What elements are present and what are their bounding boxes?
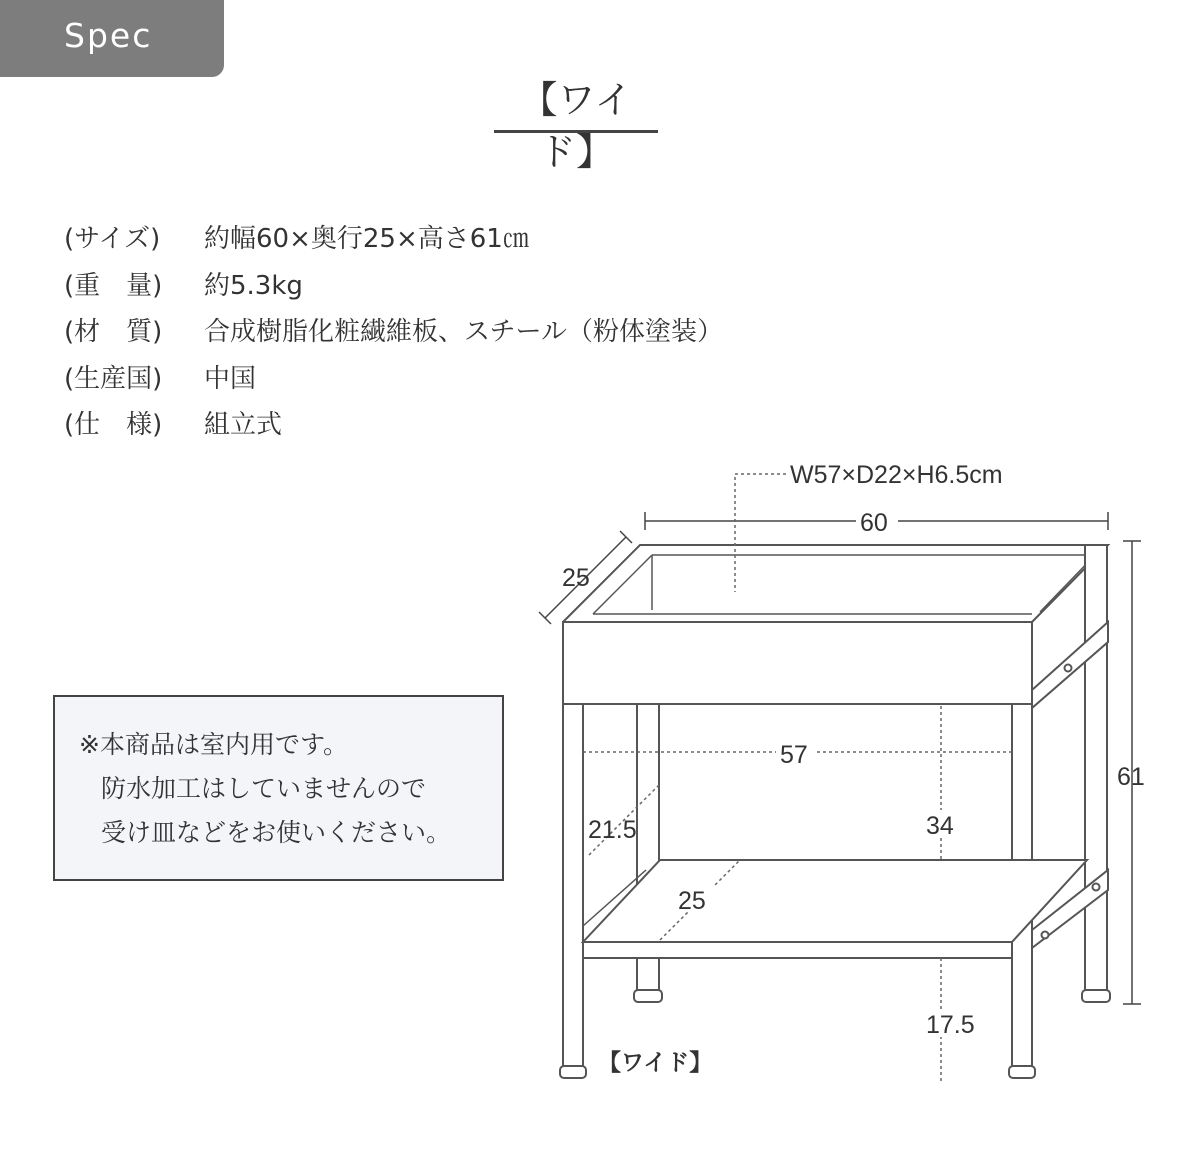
leg-front-left xyxy=(563,704,583,1068)
spec-value-weight: 約5.3kg xyxy=(204,270,303,301)
spec-value-material: 合成樹脂化粧繊維板、スチール（粉体塗装） xyxy=(204,317,723,347)
spec-tab-label: Spec xyxy=(64,16,153,55)
dim-depth-top: 25 xyxy=(562,564,590,592)
note-line-1: ※本商品は室内用です。 xyxy=(79,730,348,759)
note-line-2: 防水加工はしていませんので xyxy=(101,774,427,803)
dim-box: W57×D22×H6.5cm xyxy=(790,461,1003,489)
spec-value-assembly: 組立式 xyxy=(204,410,283,440)
spec-value-size: 約幅60×奥行25×高さ61㎝ xyxy=(204,224,529,254)
dim-side-height: 21.5 xyxy=(588,816,637,844)
spec-label-origin: (生産国) xyxy=(64,363,163,394)
spec-label-assembly: (仕 様) xyxy=(64,410,163,440)
dim-width: 60 xyxy=(860,509,888,537)
note-line-3: 受け皿などをお使いください。 xyxy=(101,818,452,847)
page-title-text: 【ワイド】 xyxy=(519,78,633,174)
dim-shelf-depth: 25 xyxy=(678,887,706,915)
top-box-front xyxy=(563,622,1032,704)
dim-leg-height: 17.5 xyxy=(926,1011,975,1039)
spec-label-size: (サイズ) xyxy=(64,224,161,254)
top-box-back xyxy=(563,545,1108,622)
dim-height-total: 61 xyxy=(1117,763,1145,791)
spec-label-material: (材 質) xyxy=(64,317,163,347)
lower-shelf xyxy=(583,860,1087,942)
spec-value-origin: 中国 xyxy=(204,363,257,394)
dim-shelf-gap: 34 xyxy=(926,812,954,840)
leg-back-right xyxy=(1085,545,1107,993)
diagram-caption: 【ワイド】 xyxy=(598,1049,713,1075)
spec-label-weight: (重 量) xyxy=(64,270,163,301)
dim-inner-width: 57 xyxy=(780,741,808,769)
